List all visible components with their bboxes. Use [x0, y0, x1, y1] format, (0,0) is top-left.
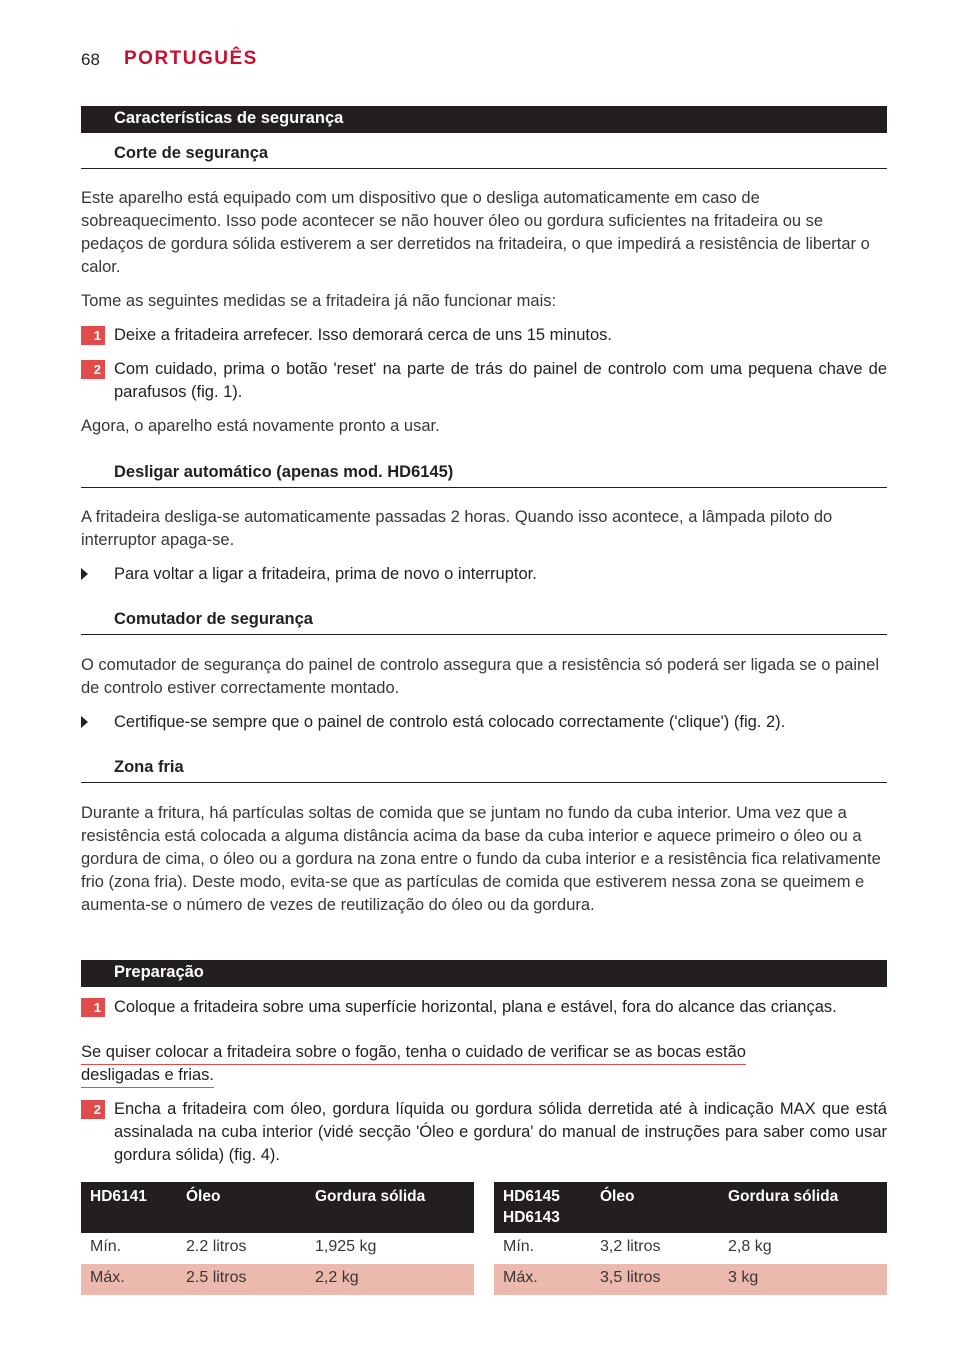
header-model-1: HD6145 [503, 1188, 560, 1205]
row-fat: 2,2 kg [315, 1269, 359, 1286]
table-hd6141 [81, 1182, 474, 1295]
row-fat: 3 kg [728, 1269, 759, 1286]
bullet-triangle-icon [81, 716, 88, 728]
table-header [81, 1182, 474, 1233]
row-fat: 1,925 kg [315, 1238, 377, 1255]
row-label: Mín. [90, 1238, 122, 1255]
paragraph: Tome as seguintes medidas se a fritadeira já não funcionar mais: [81, 292, 557, 310]
table-hd6145-hd6143 [494, 1182, 887, 1295]
row-label: Máx. [503, 1269, 538, 1286]
table-header [494, 1182, 887, 1233]
step-number: 1 [81, 998, 105, 1017]
language-title: PORTUGUÊS [124, 48, 258, 69]
section-title: Preparação [114, 963, 204, 981]
paragraph: Agora, o aparelho está novamente pronto a usar. [81, 417, 440, 435]
note-line: desligadas e frias. [81, 1064, 214, 1088]
paragraph: A fritadeira desliga-se automaticamente passadas 2 horas. Quando isso acontece, a lâmpada piloto do interruptor apaga-se. [81, 508, 833, 549]
bullet-triangle-icon [81, 568, 88, 580]
row-oil: 3,5 litros [600, 1269, 661, 1286]
step-text: Encha a fritadeira com óleo, gordura líquida ou gordura sólida derretida até à indicação MAX que está assinalada na cuba interior (vidé secção 'Óleo e gordura' do manual de instruções para saber como usar gordura sólida) (fig. 4). [114, 1100, 887, 1164]
row-oil: 3,2 litros [600, 1238, 661, 1255]
step-text: Coloque a fritadeira sobre uma superfície horizontal, plana e estável, fora do alcance das crianças. [114, 998, 837, 1016]
step-1 [81, 324, 887, 347]
step-2 [81, 1098, 887, 1167]
paragraph: Durante a fritura, há partículas soltas de comida que se juntam no fundo da cuba interior. Uma vez que a resistência está colocada a alguma distância acima da base da cuba interior e aquece primeiro o óleo ou a gordura de cima, o óleo ou a gordura na zona entre o fundo da cuba interior e a resistência fica relativamente frio (zona fria). Deste modo, evita-se que as partículas de comida que estiverem nessa zona se queimem e aumenta-se o número de vezes de reutilização do óleo ou da gordura. [81, 804, 881, 914]
step-text: Deixe a fritadeira arrefecer. Isso demorará cerca de uns 15 minutos. [114, 326, 612, 344]
table-row [81, 1233, 474, 1265]
header-fat: Gordura sólida [315, 1188, 426, 1205]
table-row [494, 1233, 887, 1265]
table-row [81, 1264, 474, 1295]
subhead-comutador [81, 608, 887, 635]
section-bar-preparation [81, 960, 887, 987]
section-bar-safety [81, 106, 887, 133]
step-1 [81, 996, 887, 1042]
row-oil: 2.5 litros [186, 1269, 247, 1286]
subhead-title: Desligar automático (apenas mod. HD6145) [114, 463, 454, 481]
header-oil: Óleo [600, 1188, 635, 1205]
bullet-item [81, 711, 887, 734]
warning-note [81, 1041, 887, 1089]
subhead-corte [81, 142, 887, 169]
step-text: Com cuidado, prima o botão 'reset' na parte de trás do painel de controlo com uma pequena chave de parafusos (fig. 1). [114, 360, 887, 401]
row-fat: 2,8 kg [728, 1238, 772, 1255]
page-number: 68 [81, 50, 100, 69]
step-number: 1 [81, 326, 105, 345]
subhead-auto-off [81, 461, 887, 488]
bullet-text: Certifique-se sempre que o painel de controlo está colocado correctamente ('clique') (fig. 2). [114, 713, 786, 731]
note-line: Se quiser colocar a fritadeira sobre o fogão, tenha o cuidado de verificar se as bocas estão [81, 1041, 746, 1065]
paragraph: O comutador de segurança do painel de controlo assegura que a resistência só poderá ser ligada se o painel de controlo estiver correctamente montado. [81, 656, 880, 697]
step-2 [81, 358, 887, 404]
subhead-title: Corte de segurança [114, 144, 269, 162]
section-title: Características de segurança [114, 109, 344, 127]
row-label: Mín. [503, 1238, 535, 1255]
table-row [494, 1264, 887, 1295]
header-model-2: HD6143 [503, 1209, 560, 1226]
row-label: Máx. [90, 1269, 125, 1286]
step-number: 2 [81, 360, 105, 379]
subhead-title: Comutador de segurança [114, 610, 313, 628]
bullet-item [81, 563, 887, 586]
row-oil: 2.2 litros [186, 1238, 247, 1255]
subhead-zona-fria [81, 756, 887, 783]
paragraph: Este aparelho está equipado com um dispositivo que o desliga automaticamente em caso de sobreaquecimento. Isso pode acontecer se não houver óleo ou gordura suficientes na fritadeira ou se pedaços de gordura sólida estiverem a ser derretidos na fritadeira, o que impedirá a resistência de libertar o calor. [81, 189, 870, 276]
header-model: HD6141 [90, 1188, 147, 1205]
header-model [503, 1186, 560, 1228]
header-fat: Gordura sólida [728, 1188, 839, 1205]
header-oil: Óleo [186, 1188, 221, 1205]
step-number: 2 [81, 1100, 105, 1119]
subhead-title: Zona fria [114, 758, 184, 776]
bullet-text: Para voltar a ligar a fritadeira, prima de novo o interruptor. [114, 565, 537, 583]
